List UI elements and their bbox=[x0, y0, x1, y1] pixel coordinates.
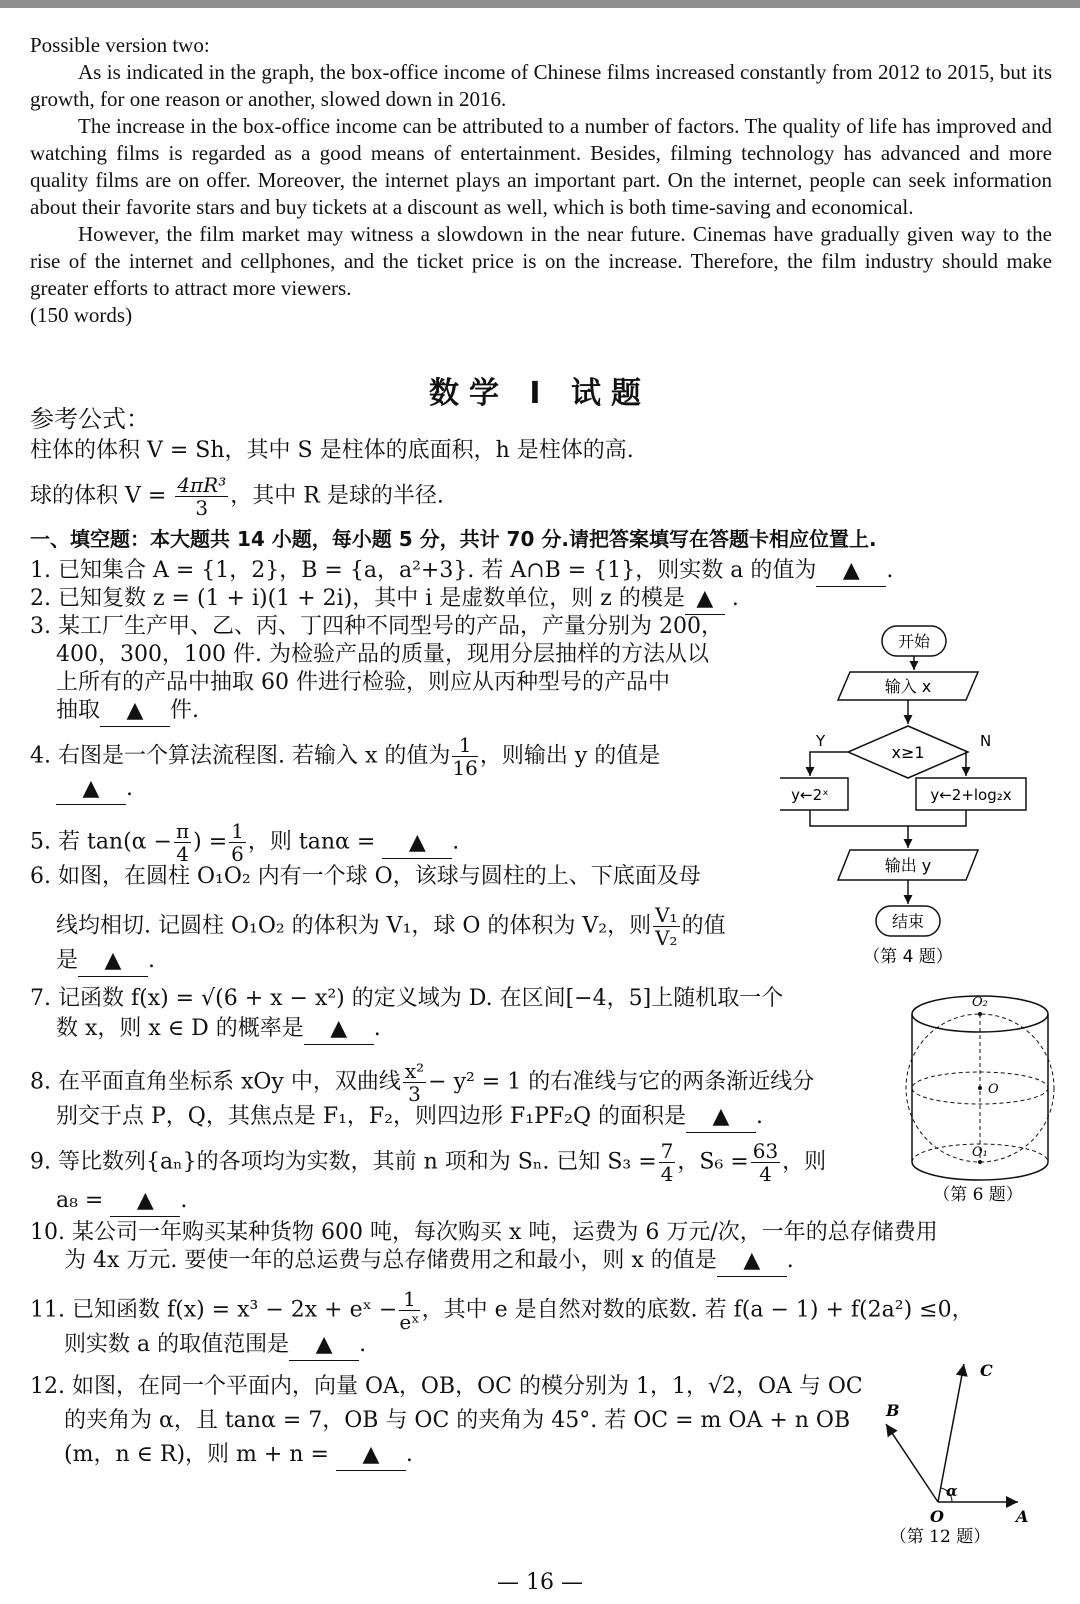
question-text: 9. 等比数列{aₙ}的各项均为实数，其前 n 项和为 Sₙ. 已知 S₃ = bbox=[30, 1149, 657, 1175]
fraction-denominator: V₂ bbox=[655, 926, 678, 950]
cylinder-center-label: O bbox=[988, 1082, 999, 1097]
question-text: ) = bbox=[193, 829, 228, 855]
fraction bbox=[653, 904, 679, 949]
question-text: ，则 tanα = bbox=[247, 829, 376, 855]
question-3-line-2: 400，300，100 件. 为检验产品的质量，现用分层抽样的方法从以 bbox=[56, 642, 709, 667]
essay-paragraph: However, the film market may witness a slowdown in the near future. Cinemas have gradually given way to the rise of the internet and cellphones, and the ticket price is on the increase. Therefore, the film industry should make greater efforts to attract more viewers. bbox=[30, 222, 1052, 300]
answer-blank: ▲ bbox=[816, 556, 886, 587]
question-6-line-1: 6. 如图，在圆柱 O₁O₂ 内有一个球 O，该球与圆柱的上、下底面及母 bbox=[30, 864, 701, 889]
vector-label-a: A bbox=[1016, 1507, 1029, 1526]
fraction-numerator: π bbox=[175, 819, 190, 843]
question-text: 别交于点 P，Q，其焦点是 F₁，F₂，则四边形 F₁PF₂Q 的面积是 bbox=[56, 1104, 686, 1129]
flowchart-right-label: y←2+log₂x bbox=[930, 786, 1012, 804]
question-1: 1. 已知集合 A = {1，2}，B = {a，a²+3}. 若 A∩B = {1}，则实数 a 的值为 ▲ . bbox=[30, 556, 893, 587]
cylinder-caption: （第 6 题） bbox=[933, 1185, 1023, 1205]
fraction-numerator: 4πR³ bbox=[177, 473, 227, 497]
answer-blank: ▲ bbox=[289, 1330, 359, 1361]
fraction-numerator: 1 bbox=[452, 734, 477, 757]
cylinder-bottom-label: O₁ bbox=[972, 1145, 988, 1160]
question-2: 2. 已知复数 z = (1 + i)(1 + 2i)，其中 i 是虚数单位，则 z 的模是 ▲ . bbox=[30, 584, 739, 615]
answer-blank: ▲ bbox=[304, 1014, 374, 1045]
question-text: ，则输出 y 的值是 bbox=[479, 743, 661, 769]
formula-sphere-prefix: 球的体积 V = bbox=[30, 483, 167, 509]
question-4 bbox=[30, 734, 660, 779]
question-11-line-1 bbox=[30, 1288, 974, 1333]
fraction-denominator: 4 bbox=[759, 1162, 772, 1186]
fraction-numerator: 63 bbox=[752, 1139, 779, 1163]
answer-blank: ▲ bbox=[717, 1246, 787, 1277]
question-text: ，则 bbox=[782, 1149, 827, 1175]
question-12-line-2: 的夹角为 α，且 tanα = 7，OB 与 OC 的夹角为 45°. 若 OC = m OA + n OB bbox=[64, 1408, 851, 1433]
question-text: 8. 在平面直角坐标系 xOy 中，双曲线 bbox=[30, 1069, 401, 1095]
essay-paragraph: The increase in the box-office income can be attributed to a number of factors. The quality of life has improved and watching films is regarded as a good means of entertainment. Besides, filming technology has advanced and more quality films are on offer. Moreover, the internet plays an important part. On the internet, people can seek information about their favorite stars and buy tickets at a discount as well, which is both time-saving and economical. bbox=[30, 114, 1052, 219]
formula-heading: 参考公式： bbox=[30, 405, 150, 433]
flowchart-condition-label: x≥1 bbox=[891, 743, 925, 762]
vector-label-c: C bbox=[980, 1361, 993, 1380]
fraction-numerator: 1 bbox=[231, 819, 244, 843]
fraction-denominator: 4 bbox=[176, 842, 189, 866]
essay-section bbox=[30, 32, 1052, 329]
fraction bbox=[175, 474, 228, 519]
question-text: 4. 右图是一个算法流程图. 若输入 x 的值为 bbox=[30, 743, 451, 769]
question-text: 数 x，则 x ∈ D 的概率是 bbox=[56, 1016, 304, 1041]
question-10-line-2: 为 4x 万元. 要使一年的总运费与总存储费用之和最小，则 x 的值是 ▲ . bbox=[64, 1246, 794, 1277]
flowchart-left-label: y←2ˣ bbox=[791, 786, 829, 804]
section-heading: 一、填空题：本大题共 14 小题，每小题 5 分，共计 70 分.请把答案填写在答题卡相应位置上. bbox=[30, 527, 877, 551]
question-text: 11. 已知函数 f(x) = x³ − 2x + eˣ − bbox=[30, 1297, 398, 1323]
question-6-line-3: 是 ▲ . bbox=[56, 946, 155, 977]
answer-blank: ▲ bbox=[100, 696, 170, 727]
vector-label-alpha: α bbox=[946, 1482, 958, 1500]
fraction-denominator: 6 bbox=[231, 842, 244, 866]
flowchart-output-label: 输出 y bbox=[884, 856, 932, 875]
vector-figure bbox=[880, 1356, 1060, 1546]
formula-sphere bbox=[30, 474, 444, 519]
question-text: 件. bbox=[170, 698, 200, 723]
vector-label-b: B bbox=[886, 1401, 900, 1420]
question-text: (m，n ∈ R)，则 m + n = bbox=[64, 1442, 329, 1467]
fraction bbox=[399, 1288, 419, 1333]
question-9-line-1 bbox=[30, 1140, 826, 1185]
flowchart-caption: （第 4 题） bbox=[863, 947, 953, 967]
question-3-line-1: 3. 某工厂生产甲、乙、丙、丁四种不同型号的产品，产量分别为 200， bbox=[30, 614, 723, 639]
essay-paragraph: As is indicated in the graph, the box-office income of Chinese films increased constantly from 2012 to 2015, but its growth, for one reason or another, slowed down in 2016. bbox=[30, 60, 1052, 111]
question-text: − y² = 1 的右准线与它的两条渐近线分 bbox=[428, 1069, 815, 1095]
question-text: 1. 已知集合 A = {1，2}，B = {a，a²+3}. 若 A∩B = {1}，则实数 a 的值为 bbox=[30, 558, 817, 583]
fraction-denominator: 3 bbox=[408, 1082, 421, 1106]
fraction-numerator: 7 bbox=[660, 1139, 674, 1163]
top-border bbox=[0, 0, 1080, 8]
question-3-line-3: 上所有的产品中抽取 60 件进行检验，则应从丙种型号的产品中 bbox=[56, 670, 670, 695]
essay-heading: Possible version two: bbox=[30, 33, 210, 57]
question-11-line-2: 则实数 a 的取值范围是 ▲ . bbox=[64, 1330, 366, 1361]
question-text: 是 bbox=[56, 948, 79, 973]
fraction bbox=[229, 820, 246, 865]
flowchart-figure bbox=[780, 620, 1060, 990]
vector-caption: （第 12 题） bbox=[889, 1527, 991, 1546]
flowchart-end-label: 结束 bbox=[891, 912, 925, 931]
exam-title: 数学 Ⅰ 试题 bbox=[428, 376, 652, 411]
fraction-denominator: eˣ bbox=[399, 1310, 420, 1334]
question-8-line-2: 别交于点 P，Q，其焦点是 F₁，F₂，则四边形 F₁PF₂Q 的面积是 ▲ . bbox=[56, 1102, 763, 1133]
fraction-numerator: x² bbox=[404, 1059, 425, 1083]
question-12-line-1: 12. 如图，在同一个平面内，向量 OA，OB，OC 的模分别为 1，1，√2，OA 与 OC bbox=[30, 1374, 863, 1399]
vector-label-o: O bbox=[930, 1507, 944, 1526]
question-text: ，其中 e 是自然对数的底数. 若 f(a − 1) + f(2a²) ≤0， bbox=[421, 1297, 974, 1323]
question-text: a₈ = bbox=[56, 1188, 104, 1213]
answer-blank: ▲ bbox=[336, 1440, 406, 1471]
word-count: (150 words) bbox=[30, 303, 133, 327]
answer-blank: ▲ bbox=[685, 584, 725, 615]
fraction-denominator: 3 bbox=[195, 496, 209, 520]
fraction bbox=[751, 1140, 780, 1185]
flowchart-no-label: N bbox=[980, 732, 992, 750]
question-4-answer: ▲ . bbox=[56, 774, 133, 805]
question-text: 抽取 bbox=[56, 698, 101, 723]
cylinder-figure bbox=[900, 992, 1060, 1212]
fraction bbox=[452, 734, 477, 779]
fraction bbox=[174, 820, 191, 865]
question-text: 5. 若 tan(α − bbox=[30, 829, 172, 855]
answer-blank: ▲ bbox=[382, 828, 452, 859]
answer-blank: ▲ bbox=[686, 1102, 756, 1133]
flowchart-start-label: 开始 bbox=[897, 632, 931, 651]
question-3-line-4 bbox=[56, 696, 199, 727]
question-text: ，S₆ = bbox=[677, 1149, 749, 1175]
flowchart-input-label: 输入 x bbox=[884, 677, 932, 696]
question-7-line-1: 7. 记函数 f(x) = √(6 + x − x²) 的定义域为 D. 在区间[−4，5]上随机取一个 bbox=[30, 986, 784, 1011]
fraction bbox=[403, 1060, 426, 1105]
question-9-line-2: a₈ = ▲ . bbox=[56, 1186, 187, 1217]
fraction-denominator: 16 bbox=[452, 756, 478, 780]
fraction-denominator: 4 bbox=[660, 1162, 674, 1186]
answer-blank: ▲ bbox=[78, 946, 148, 977]
flowchart-yes-label: Y bbox=[816, 732, 826, 750]
fraction bbox=[659, 1140, 676, 1185]
page-number: — 16 — bbox=[497, 1570, 583, 1595]
fraction-numerator: 1 bbox=[399, 1288, 419, 1311]
question-text: 的值 bbox=[681, 913, 726, 939]
answer-blank: ▲ bbox=[56, 774, 126, 805]
question-text: 为 4x 万元. 要使一年的总运费与总存储费用之和最小，则 x 的值是 bbox=[64, 1248, 717, 1273]
question-12-line-3: (m，n ∈ R)，则 m + n = ▲ . bbox=[64, 1440, 413, 1471]
cylinder-top-label: O₂ bbox=[972, 995, 988, 1010]
question-6-line-2 bbox=[56, 904, 726, 949]
question-text: 2. 已知复数 z = (1 + i)(1 + 2i)，其中 i 是虚数单位，则 z 的模是 bbox=[30, 586, 685, 611]
formula-sphere-suffix: ，其中 R 是球的半径. bbox=[230, 483, 444, 509]
question-7-line-2: 数 x，则 x ∈ D 的概率是 ▲ . bbox=[56, 1014, 381, 1045]
formula-cylinder: 柱体的体积 V = Sh，其中 S 是柱体的底面积，h 是柱体的高. bbox=[30, 438, 634, 463]
fraction-numerator: V₁ bbox=[655, 903, 678, 927]
question-10-line-1: 10. 某公司一年购买某种货物 600 吨，每次购买 x 吨，运费为 6 万元/次，一年的总存储费用 bbox=[30, 1220, 938, 1245]
question-5: 5. 若 tan(α − $\frac{\pi}{4}$ ) = $\frac{1}{6}$ ，则 tanα = ▲ . bbox=[30, 819, 460, 866]
question-8-line-1 bbox=[30, 1060, 814, 1105]
question-text: 线均相切. 记圆柱 O₁O₂ 的体积为 V₁，球 O 的体积为 V₂，则 bbox=[56, 913, 652, 939]
answer-blank: ▲ bbox=[110, 1186, 180, 1217]
question-text: 则实数 a 的取值范围是 bbox=[64, 1332, 290, 1357]
